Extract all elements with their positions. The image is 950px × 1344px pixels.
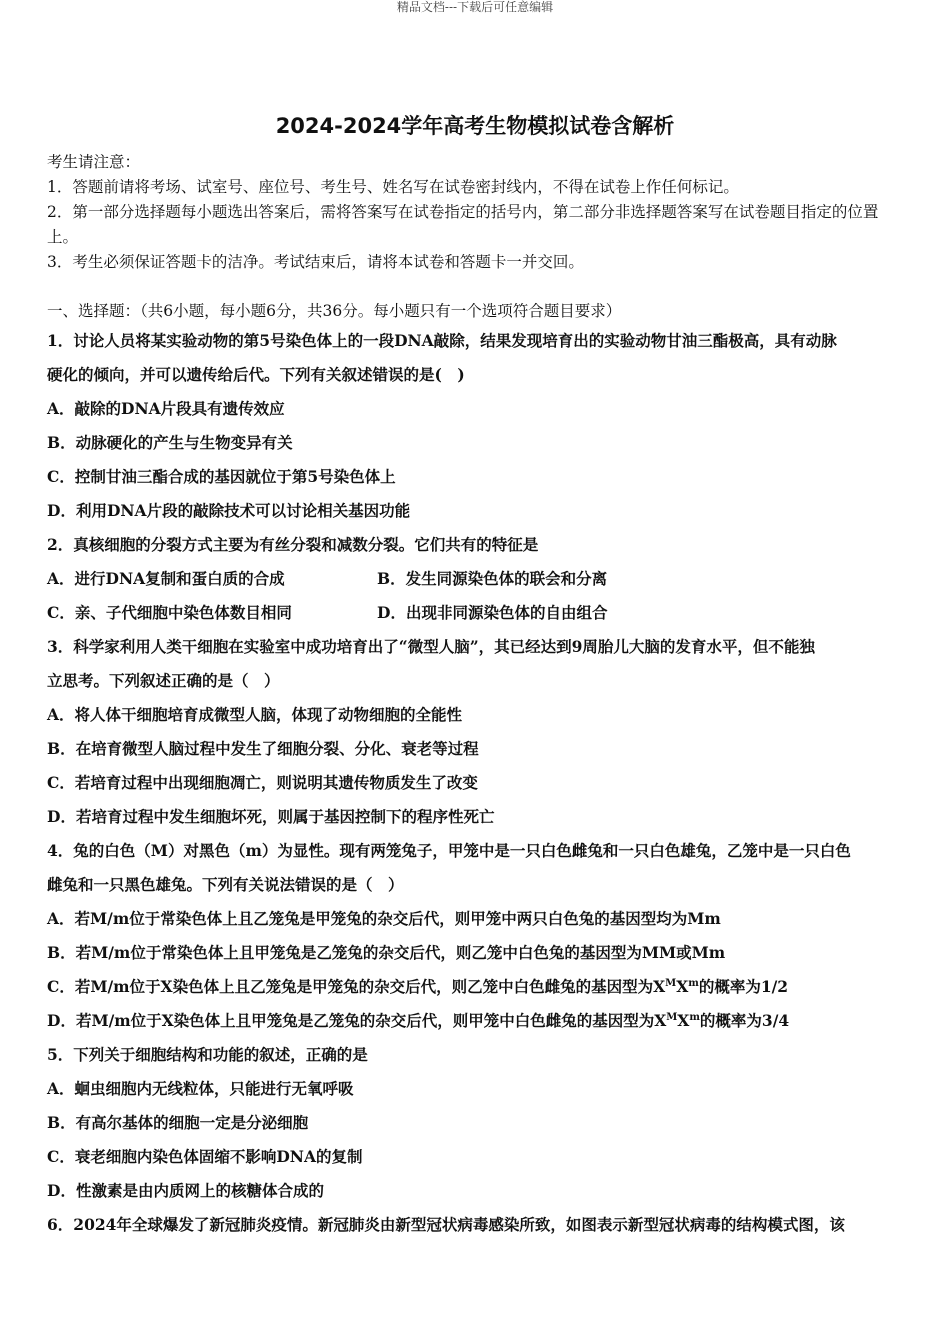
notice-heading: 考生请注意：: [47, 153, 141, 171]
question-4: [47, 834, 907, 1038]
option-b: B．动脉硬化的产生与生物变异有关: [47, 433, 293, 452]
option-text: X: [676, 977, 689, 996]
notice-item: 3．考生必须保证答题卡的洁净。考试结束后，请将本试卷和答题卡一并交回。: [47, 253, 584, 271]
question-stem: 硬化的倾向，并可以遗传给后代。下列有关叙述错误的是( ): [47, 365, 465, 384]
option-b: B．发生同源染色体的联会和分离: [377, 569, 608, 588]
question-stem: 1．讨论人员将某实验动物的第5号染色体上的一段DNA敲除，结果发现培育出的实验动物甘油三酯极高，具有动脉: [47, 331, 837, 350]
option-a: A．蛔虫细胞内无线粒体，只能进行无氧呼吸: [47, 1079, 354, 1098]
notice-block: [47, 150, 907, 275]
question-3: [47, 630, 907, 834]
option-text: X: [677, 1011, 690, 1030]
option-text: C．若M/m位于X染色体上且乙笼兔是甲笼兔的杂交后代，则乙笼中白色雌兔的基因型为X: [47, 977, 666, 996]
superscript: m: [689, 1011, 700, 1023]
page-title: 2024-2024学年高考生物模拟试卷含解析: [275, 114, 675, 138]
option-a: A．若M/m位于常染色体上且乙笼兔是甲笼兔的杂交后代，则甲笼中两只白色兔的基因型均为Mm: [47, 909, 721, 928]
option-b: B．在培育微型人脑过程中发生了细胞分裂、分化、衰老等过程: [47, 739, 479, 758]
question-2: [47, 528, 907, 630]
option-c: C．亲、子代细胞中染色体数目相同: [47, 603, 292, 622]
question-stem: 4．兔的白色（M）对黑色（m）为显性。现有两笼兔子，甲笼中是一只白色雌兔和一只白色雄兔，乙笼中是一只白色: [47, 841, 851, 860]
option-c: C．衰老细胞内染色体固缩不影响DNA的复制: [47, 1147, 363, 1166]
option-b: B．有高尔基体的细胞一定是分泌细胞: [47, 1113, 309, 1132]
option-b: B．若M/m位于常染色体上且甲笼兔是乙笼兔的杂交后代，则乙笼中白色兔的基因型为MM或Mm: [47, 943, 726, 962]
question-stem: 雌兔和一只黑色雄兔。下列有关说法错误的是（ ）: [47, 875, 404, 894]
section-title: 一、选择题：（共6小题，每小题6分，共36分。每小题只有一个选项符合题目要求）: [47, 302, 622, 320]
option-text: 的概率为1/2: [698, 977, 789, 996]
option-d: D．利用DNA片段的敲除技术可以讨论相关基因功能: [47, 501, 411, 520]
option-d: [47, 1004, 907, 1038]
question-stem: 2．真核细胞的分裂方式主要为有丝分裂和减数分裂。它们共有的特征是: [47, 535, 539, 554]
question-5: [47, 1038, 907, 1208]
superscript: M: [665, 977, 677, 989]
notice-item: 1．答题前请将考场、试室号、座位号、考生号、姓名写在试卷密封线内，不得在试卷上作任何标记。: [47, 178, 739, 196]
question-stem: 5．下列关于细胞结构和功能的叙述，正确的是: [47, 1045, 368, 1064]
option-text: 的概率为3/4: [699, 1011, 790, 1030]
option-d: D．性激素是由内质网上的核糖体合成的: [47, 1181, 324, 1200]
question-6: [47, 1208, 907, 1242]
question-stem: 6．2024年全球爆发了新冠肺炎疫情。新冠肺炎由新型冠状病毒感染所致，如图表示新型冠状病毒的结构模式图，该: [47, 1215, 845, 1234]
superscript: m: [688, 977, 699, 989]
option-c: C．若培育过程中出现细胞凋亡，则说明其遗传物质发生了改变: [47, 773, 478, 792]
option-row: [47, 596, 907, 630]
option-a: A．进行DNA复制和蛋白质的合成: [47, 569, 285, 588]
superscript: M: [666, 1011, 678, 1023]
question-stem: 立思考。下列叙述正确的是（ ）: [47, 671, 280, 690]
option-d: D．出现非同源染色体的自由组合: [377, 603, 608, 622]
option-a: A．将人体干细胞培育成微型人脑，体现了动物细胞的全能性: [47, 705, 463, 724]
option-c: [47, 970, 907, 1004]
document-body: [47, 150, 907, 1242]
option-row: [47, 562, 907, 596]
page-header: 精品文档---下载后可任意编辑: [396, 0, 554, 14]
option-text: D．若M/m位于X染色体上且甲笼兔是乙笼兔的杂交后代，则甲笼中白色雌兔的基因型为X: [47, 1011, 667, 1030]
notice-item: 2．第一部分选择题每小题选出答案后，需将答案写在试卷指定的括号内，第二部分非选择题答案写在试卷题目指定的位置上。: [47, 203, 879, 246]
option-a: A．敲除的DNA片段具有遗传效应: [47, 399, 285, 418]
option-c: C．控制甘油三酯合成的基因就位于第5号染色体上: [47, 467, 396, 486]
option-d: D．若培育过程中发生细胞坏死，则属于基因控制下的程序性死亡: [47, 807, 495, 826]
question-stem: 3．科学家利用人类干细胞在实验室中成功培育出了“微型人脑”，其已经达到9周胎儿大脑的发育水平，但不能独: [47, 637, 815, 656]
question-1: [47, 324, 907, 528]
